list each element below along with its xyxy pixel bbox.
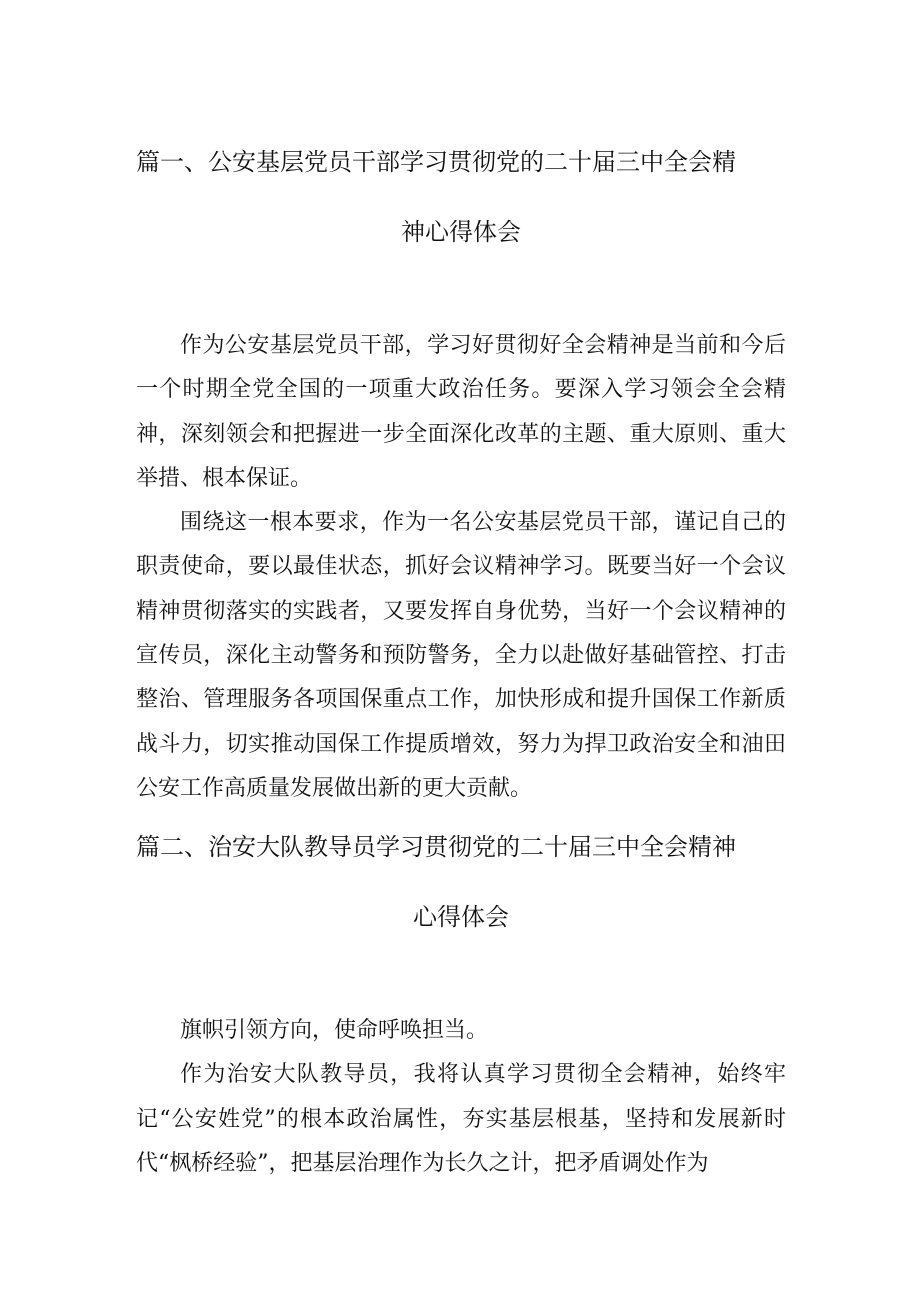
section-1-title — [136, 127, 786, 267]
section-1-paragraph-2: 围绕这一根本要求，作为一名公安基层党员干部，谨记自己的职责使命，要以最佳状态，抓好会议精神学习。既要当好一个会议精神贯彻落实的实践者，又要发挥自身优势，当好一个会议精神的宣传员，深化主动警务和预防警务，全力以赴做好基础管控、打击整治、管理服务各项国保重点工作，加快形成和提升国保工作新质战斗力，切实推动国保工作提质增效，努力为捍卫政治安全和油田公安工作高质量发展做出新的更大贡献。 — [136, 510, 786, 801]
section-2-body — [136, 1009, 786, 1186]
section-2-title-line-2: 心得体会 — [413, 903, 509, 931]
section-1-title-line-2: 神心得体会 — [401, 218, 521, 246]
section-1-paragraph-1: 作为公安基层党员干部，学习好贯彻好全会精神是当前和今后一个时期全党全国的一项重大政治任务。要深入学习领会全会精神，深刻领会和把握进一步全面深化改革的主题、重大原则、重大举措、根本保证。 — [136, 333, 786, 491]
section-2-paragraph-2: 作为治安大队教导员，我将认真学习贯彻全会精神，始终牢记“公安姓党”的根本政治属性，夯实基层根基，坚持和发展新时代“枫桥经验”，把基层治理作为长久之计，把矛盾调处作为 — [136, 1062, 786, 1176]
section-2-title-line-1: 篇二、治安大队教导员学习贯彻党的二十届三中全会精神 — [136, 833, 736, 861]
section-2-title — [136, 812, 786, 952]
section-1-body — [136, 324, 786, 811]
section-2-paragraph-1: 旗帜引领方向，使命呼唤担当。 — [180, 1018, 489, 1043]
section-1-title-line-1: 篇一、公安基层党员干部学习贯彻党的二十届三中全会精 — [136, 148, 736, 176]
